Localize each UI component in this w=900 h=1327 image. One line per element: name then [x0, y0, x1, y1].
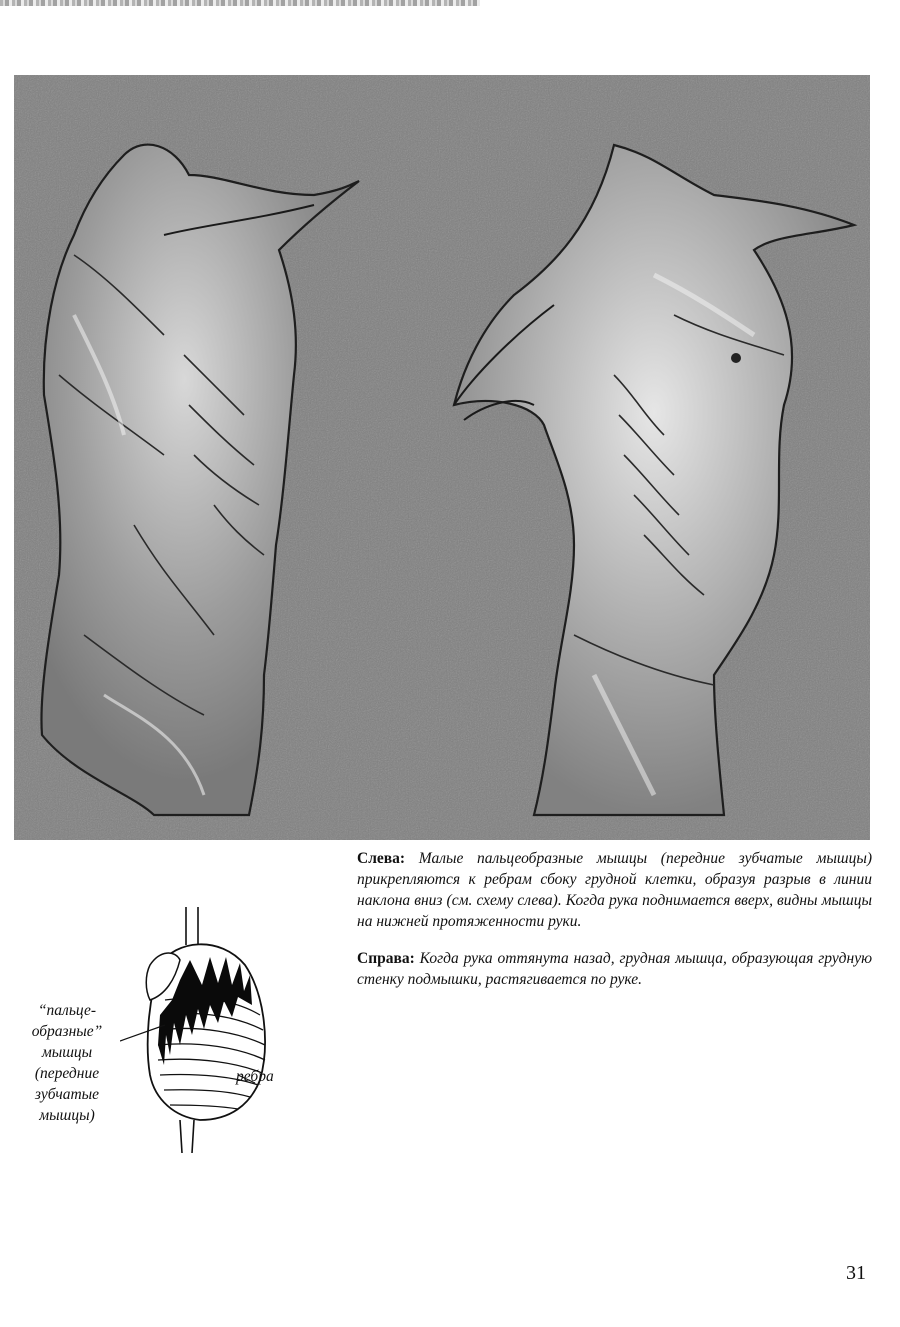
scan-top-edge	[0, 0, 480, 6]
ribs-label: ребра	[236, 1068, 274, 1085]
rib-cage-icon	[120, 905, 280, 1155]
caption-left	[357, 848, 872, 932]
muscles-label-line: образные”	[31, 1023, 103, 1040]
muscles-label	[8, 1000, 126, 1126]
page-number: 31	[846, 1262, 866, 1284]
torso-sketch-illustration	[14, 75, 870, 840]
muscles-label-line: мышцы	[41, 1044, 93, 1061]
caption-right	[357, 948, 872, 990]
torso-drawings-image	[14, 75, 870, 840]
muscles-label-line: зубчатые	[34, 1086, 100, 1103]
caption-right-text: Когда рука оттянута назад, грудная мышца, образующая грудную стенку подмышки, растягивается по руке.	[357, 950, 873, 988]
rib-cage-diagram	[120, 905, 280, 1155]
caption-left-text: Малые пальцеобразные мышцы (передние зубчатые мышцы) прикрепляются к ребрам сбоку грудной клетки, образуя разрыв в линии наклона вниз (см. схему слева). Когда рука поднимается вверх, видны мышцы на нижней протяженности руки.	[357, 850, 872, 930]
muscles-label-line: (передние	[34, 1065, 100, 1082]
caption	[357, 848, 872, 1006]
caption-left-label: Слева:	[357, 850, 406, 867]
muscles-label-line: мышцы)	[39, 1107, 95, 1124]
caption-right-label: Справа:	[357, 950, 415, 967]
muscles-label-line: “пальце-	[37, 1002, 97, 1019]
